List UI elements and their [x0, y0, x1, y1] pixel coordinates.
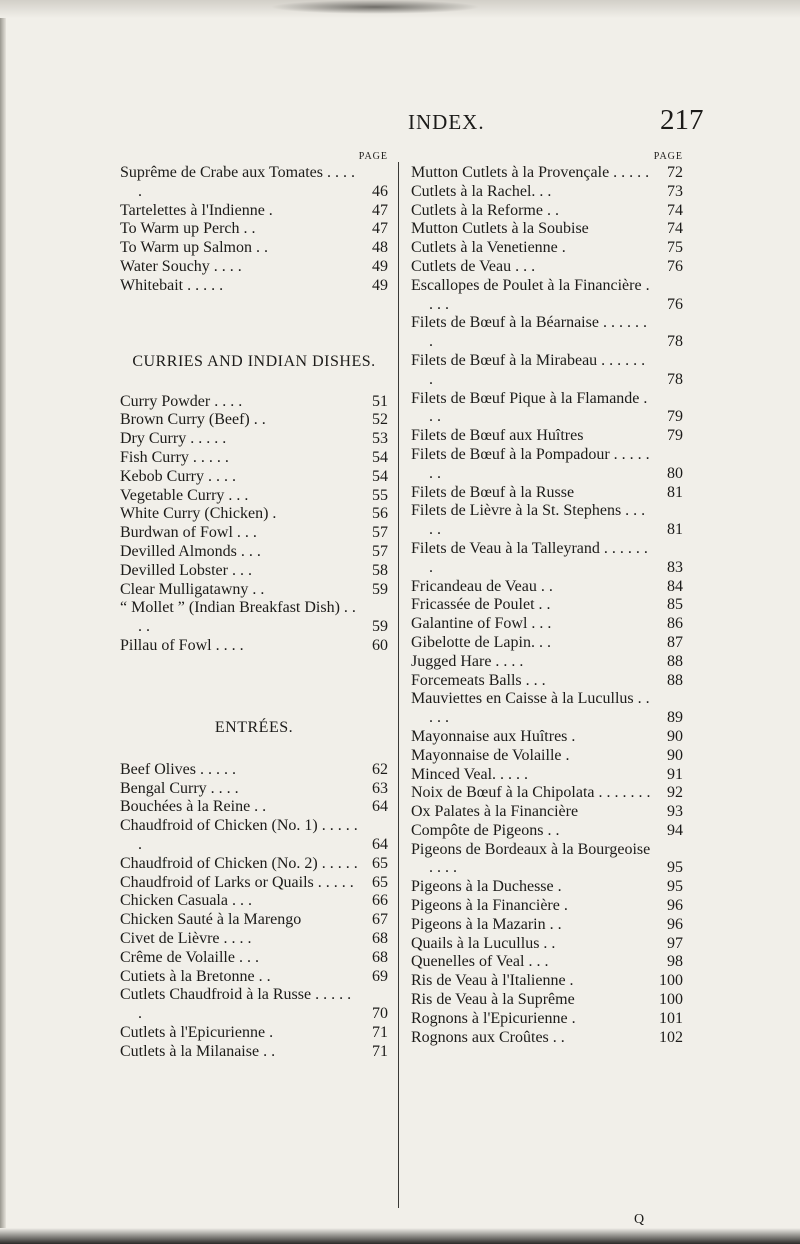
left-top-entries — [120, 164, 388, 296]
entry-name: Pigeons à la Mazarin . . — [411, 915, 562, 933]
index-entry — [411, 596, 683, 615]
entry-name: Gibelotte de Lapin. . . — [411, 633, 551, 651]
entry-page: 67 — [372, 911, 388, 929]
entry-page: 86 — [667, 615, 683, 633]
index-entry — [120, 817, 388, 855]
entry-name: Rognons aux Croûtes . . — [411, 1028, 565, 1046]
entry-name: Ris de Veau à la Suprême — [411, 991, 575, 1009]
entry-name: Crême de Volaille . . . — [120, 948, 259, 966]
index-entry — [120, 798, 388, 817]
column-divider — [398, 162, 399, 1208]
entry-page: 57 — [372, 524, 388, 542]
index-entry — [120, 986, 388, 1024]
entry-name: Cutlets de Veau . . . — [411, 257, 536, 275]
index-entry — [120, 761, 388, 780]
index-entry — [411, 822, 683, 841]
entry-name: Filets de Bœuf Pique à la Flamande . . . — [411, 389, 648, 426]
entry-name: Pillau of Fowl . . . . — [120, 636, 244, 654]
index-entry — [120, 637, 388, 656]
entry-page: 57 — [372, 542, 388, 560]
entry-page: 92 — [667, 784, 683, 802]
entry-name: Filets de Bœuf aux Huîtres — [411, 427, 584, 445]
index-entry — [411, 183, 683, 202]
entry-name: Suprême de Crabe aux Tomates . . . . . — [120, 164, 355, 200]
entry-name: Kebob Curry . . . . — [120, 467, 236, 485]
entry-page: 70 — [372, 1005, 388, 1023]
entry-page: 95 — [667, 878, 683, 896]
entry-name: White Curry (Chicken) . — [120, 505, 277, 523]
index-entry — [120, 277, 388, 296]
entry-name: Chicken Casuala . . . — [120, 892, 252, 910]
index-entry — [120, 599, 388, 637]
index-entry — [411, 314, 683, 352]
entry-page: 88 — [667, 652, 683, 670]
entry-page: 73 — [667, 182, 683, 200]
index-entry — [411, 690, 683, 728]
entry-name: Cutlets Chaudfroid à la Russe . . . . . . — [120, 986, 352, 1023]
entry-page: 59 — [372, 580, 388, 598]
entry-name: Burdwan of Fowl . . . — [120, 524, 257, 542]
index-entry — [120, 220, 388, 239]
index-entry — [411, 446, 683, 484]
entry-name: Cutlets à la Venetienne . — [411, 239, 566, 257]
index-entry — [411, 540, 683, 578]
index-entry — [120, 1043, 388, 1062]
entry-name: Mutton Cutlets à la Soubise — [411, 220, 589, 238]
entry-page: 101 — [659, 1009, 683, 1027]
entry-page: 94 — [667, 821, 683, 839]
entry-name: Cutiets à la Bretonne . . — [120, 967, 271, 985]
entry-name: Bouchées à la Reine . . — [120, 798, 267, 816]
running-head-title: INDEX. — [408, 110, 485, 134]
entry-page: 52 — [372, 411, 388, 429]
index-entry — [411, 615, 683, 634]
entry-name: Curry Powder . . . . — [120, 392, 243, 410]
index-entry — [120, 411, 388, 430]
entry-page: 80 — [667, 464, 683, 482]
index-entry — [120, 430, 388, 449]
index-entry — [411, 578, 683, 597]
index-entry — [411, 1010, 683, 1029]
index-entry — [411, 220, 683, 239]
entry-name: Bengal Curry . . . . — [120, 779, 239, 797]
entry-name: Dry Curry . . . . . — [120, 430, 227, 448]
entry-page: 53 — [372, 430, 388, 448]
entry-page: 96 — [667, 915, 683, 933]
entry-page: 76 — [667, 295, 683, 313]
entry-name: Pigeons à la Financière . — [411, 897, 568, 915]
page-bottom-edge — [0, 1228, 800, 1244]
entry-name: Cutlets à la Rachel. . . — [411, 182, 552, 200]
entry-name: Filets de Bœuf à la Russe — [411, 483, 575, 501]
entry-name: Galantine of Fowl . . . — [411, 615, 552, 633]
entry-page: 98 — [667, 953, 683, 971]
entry-page: 97 — [667, 934, 683, 952]
entry-name: Escallopes de Poulet à la Financière . . . . — [411, 276, 650, 313]
entry-name: Whitebait . . . . . — [120, 276, 224, 294]
entry-page: 58 — [372, 561, 388, 579]
entry-page: 72 — [667, 164, 683, 181]
entry-name: Chaudfroid of Larks or Quails . . . . . — [120, 873, 354, 891]
entry-name: Tartelettes à l'Indienne . — [120, 201, 273, 219]
entry-name: To Warm up Salmon . . — [120, 239, 268, 257]
entry-page: 65 — [372, 854, 388, 872]
index-entry — [120, 468, 388, 487]
entry-name: Chicken Sauté à la Marengo — [120, 911, 302, 929]
entry-name: Quenelles of Veal . . . — [411, 953, 549, 971]
entry-page: 75 — [667, 239, 683, 257]
entry-page: 74 — [667, 220, 683, 238]
index-entry — [120, 449, 388, 468]
entry-name: Clear Mulligatawny . . — [120, 580, 265, 598]
entry-name: Filets de Lièvre à la St. Stephens . . . . . — [411, 502, 646, 539]
entry-name: Mauviettes en Caisse à la Lucullus . . . . . — [411, 690, 650, 727]
entry-name: Brown Curry (Beef) . . — [120, 411, 266, 429]
entry-page: 95 — [667, 859, 683, 877]
entry-name: Vegetable Curry . . . — [120, 486, 249, 504]
page-edge-shadow — [0, 0, 6, 1244]
entry-name: “ Mollet ” (Indian Breakfast Dish) . . . . — [120, 599, 356, 636]
entry-page: 81 — [667, 483, 683, 501]
entry-page: 54 — [372, 448, 388, 466]
entry-page: 71 — [372, 1023, 388, 1041]
entry-name: Pigeons de Bordeaux à la Bourgeoise . . . . — [411, 840, 651, 877]
entry-name: To Warm up Perch . . — [120, 220, 256, 238]
index-entry — [120, 911, 388, 930]
entrees-entries — [120, 761, 388, 1062]
index-entry — [411, 747, 683, 766]
index-entry — [411, 766, 683, 785]
entry-page: 55 — [372, 486, 388, 504]
index-entry — [411, 728, 683, 747]
entry-page: 63 — [372, 779, 388, 797]
entry-page: 78 — [667, 333, 683, 351]
entry-name: Fricassée de Poulet . . — [411, 596, 551, 614]
index-entry — [411, 897, 683, 916]
index-entry — [411, 672, 683, 691]
entry-page: 64 — [372, 835, 388, 853]
entry-name: Filets de Bœuf à la Mirabeau . . . . . . . — [411, 351, 646, 388]
entry-page: 85 — [667, 596, 683, 614]
index-entry — [411, 352, 683, 390]
index-entry — [120, 239, 388, 258]
index-entry — [120, 892, 388, 911]
entry-page: 76 — [667, 257, 683, 275]
index-entry — [411, 653, 683, 672]
entry-page: 54 — [372, 467, 388, 485]
entry-page: 47 — [372, 220, 388, 238]
index-entry — [411, 841, 683, 879]
entry-page: 47 — [372, 201, 388, 219]
index-entry — [411, 258, 683, 277]
entry-page: 62 — [372, 760, 388, 778]
index-entry — [411, 164, 683, 183]
entry-page: 71 — [372, 1042, 388, 1060]
entry-name: Mayonnaise de Volaille . — [411, 746, 570, 764]
index-entry — [411, 202, 683, 221]
entry-name: Mayonnaise aux Huîtres . — [411, 727, 576, 745]
index-entry — [120, 780, 388, 799]
entry-name: Filets de Bœuf à la Béarnaise . . . . . . . — [411, 314, 647, 351]
entry-page: 89 — [667, 709, 683, 727]
index-entry — [120, 543, 388, 562]
entry-page: 68 — [372, 948, 388, 966]
entry-name: Filets de Veau à la Talleyrand . . . . . . . — [411, 539, 648, 576]
index-entry — [411, 277, 683, 315]
index-entry — [120, 968, 388, 987]
entry-page: 49 — [372, 276, 388, 294]
entry-page: 46 — [372, 182, 388, 200]
entry-page: 48 — [372, 239, 388, 257]
page-column-heading: PAGE — [358, 151, 388, 162]
entry-name: Cutlets à la Reforme . . — [411, 201, 559, 219]
entry-name: Chaudfroid of Chicken (No. 2) . . . . . — [120, 854, 358, 872]
index-entry — [411, 1029, 683, 1048]
entry-page: 91 — [667, 765, 683, 783]
index-entry — [411, 878, 683, 897]
index-entry — [411, 239, 683, 258]
index-entry — [120, 393, 388, 412]
entry-name: Rognons à l'Epicurienne . — [411, 1009, 576, 1027]
entry-page: 60 — [372, 636, 388, 654]
entry-name: Fricandeau de Veau . . — [411, 577, 553, 595]
entry-name: Quails à la Lucullus . . — [411, 934, 556, 952]
entry-name: Cutlets à l'Epicurienne . — [120, 1023, 274, 1041]
right-entries — [411, 164, 683, 1047]
entry-name: Jugged Hare . . . . — [411, 652, 524, 670]
entry-name: Ox Palates à la Financière — [411, 803, 579, 821]
signature-mark: Q — [634, 1212, 645, 1227]
entry-page: 66 — [372, 892, 388, 910]
left-column — [120, 152, 388, 1061]
entry-page: 56 — [372, 505, 388, 523]
entry-name: Filets de Bœuf à la Pompadour . . . . . . . — [411, 445, 650, 482]
index-entry — [120, 487, 388, 506]
index-entry — [120, 581, 388, 600]
section-title-entrees: ENTRÉES. — [214, 718, 294, 736]
index-entry — [120, 202, 388, 221]
entry-name: Water Souchy . . . . — [120, 257, 242, 275]
entry-name: Compôte de Pigeons . . — [411, 821, 560, 839]
index-entry — [411, 972, 683, 991]
curries-entries — [120, 393, 388, 656]
index-entry — [411, 935, 683, 954]
scan-smudge — [270, 0, 480, 14]
entry-page: 49 — [372, 257, 388, 275]
entry-page: 96 — [667, 897, 683, 915]
entry-name: Cutlets à la Milanaise . . — [120, 1042, 276, 1060]
index-entry — [411, 427, 683, 446]
index-entry — [120, 1024, 388, 1043]
entry-page: 64 — [372, 798, 388, 816]
entry-page: 88 — [667, 671, 683, 689]
entry-page: 84 — [667, 577, 683, 595]
entry-name: Pigeons à la Duchesse . — [411, 878, 562, 896]
entry-page: 87 — [667, 633, 683, 651]
entry-page: 65 — [372, 873, 388, 891]
index-entry — [411, 484, 683, 503]
entry-page: 79 — [667, 408, 683, 426]
index-entry — [411, 803, 683, 822]
index-entry — [120, 562, 388, 581]
index-entry — [411, 390, 683, 428]
index-entry — [120, 524, 388, 543]
index-entry — [120, 505, 388, 524]
page-column-heading: PAGE — [653, 151, 683, 162]
entry-name: Chaudfroid of Chicken (No. 1) . . . . . . — [120, 817, 358, 853]
entry-page: 59 — [372, 618, 388, 636]
right-column — [411, 152, 683, 1047]
index-entry — [411, 634, 683, 653]
entry-name: Noix de Bœuf à la Chipolata . . . . . . . — [411, 784, 651, 802]
entry-page: 74 — [667, 201, 683, 219]
entry-name: Ris de Veau à l'Italienne . — [411, 972, 574, 990]
entry-page: 81 — [667, 521, 683, 539]
entry-page: 93 — [667, 803, 683, 821]
index-entry — [120, 949, 388, 968]
index-entry — [411, 916, 683, 935]
entry-name: Civet de Lièvre . . . . — [120, 929, 252, 947]
entry-name: Devilled Lobster . . . — [120, 561, 252, 579]
section-title-curries: CURRIES AND INDIAN DISHES. — [132, 352, 376, 370]
index-entry — [411, 953, 683, 972]
index-entry — [120, 930, 388, 949]
entry-page: 68 — [372, 929, 388, 947]
entry-name: Mutton Cutlets à la Provençale . . . . . — [411, 164, 650, 181]
entry-page: 78 — [667, 370, 683, 388]
page-number: 217 — [660, 104, 704, 136]
entry-page: 83 — [667, 558, 683, 576]
index-entry — [120, 874, 388, 893]
entry-page: 100 — [659, 991, 683, 1009]
entry-page: 100 — [659, 972, 683, 990]
entry-name: Forcemeats Balls . . . — [411, 671, 546, 689]
entry-page: 51 — [372, 392, 388, 410]
entry-name: Fish Curry . . . . . — [120, 448, 229, 466]
running-head — [0, 100, 800, 140]
entry-page: 69 — [372, 967, 388, 985]
index-entry — [120, 258, 388, 277]
index-entry — [411, 784, 683, 803]
index-entry — [120, 855, 388, 874]
entry-page: 102 — [659, 1028, 683, 1046]
entry-name: Minced Veal. . . . . — [411, 765, 529, 783]
index-entry — [411, 502, 683, 540]
index-entry — [411, 991, 683, 1010]
index-entry — [120, 164, 388, 202]
entry-page: 90 — [667, 727, 683, 745]
entry-name: Devilled Almonds . . . — [120, 542, 261, 560]
entry-page: 79 — [667, 427, 683, 445]
entry-name: Beef Olives . . . . . — [120, 760, 236, 778]
entry-page: 90 — [667, 746, 683, 764]
